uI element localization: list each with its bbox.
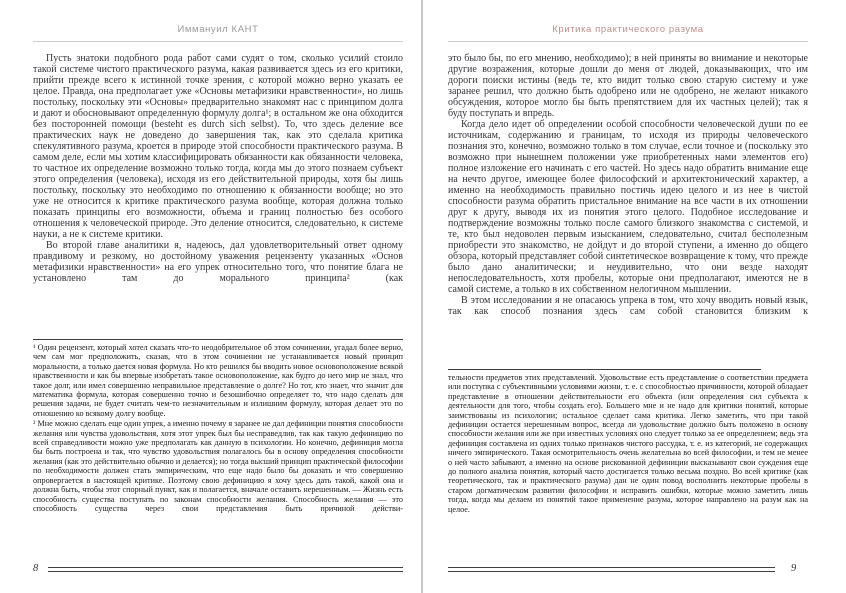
page-left-content [33, 0, 403, 593]
page-divider [421, 0, 423, 593]
page-left [0, 0, 421, 593]
footer-rule [48, 567, 403, 572]
page-number: 8 [33, 563, 39, 574]
footnote-separator [448, 369, 761, 370]
page-right [424, 0, 846, 593]
header-rule [33, 41, 403, 42]
footnote: ² Мне можно сделать еще один упрек, а именно почему я заранее не дал дефиниции понятия способности желания или чувства удовольствия, хотя этот упрек был бы несправедлив, так как такую дефиницию по всей справедливости можно уже предполагать как данную в психологии. Но конечно, дефиниция могла бы быть построена и так, что чувство удовольствия полагалось бы в основу определения способности желания (как это действительно обычно и делается); но тогда высший принцип практической философии по необходимости должен стать эмпирическим, что еще надо было бы доказать и что совершенно опровергается в настоящей критике. Поэтому свою дефиницию я хочу здесь дать такой, какой она и должна быть, чтобы этот спорный пункт, как и полагается, вначале оставить нерешенным. — Жизнь есть способность существа поступать по законам способности желания. Способность желания — это способность существа через свои представления быть причиной действи- [33, 419, 403, 513]
footnotes-block [448, 369, 808, 515]
header-rule [448, 41, 808, 42]
page-footer [448, 564, 808, 574]
footnote-continuation: тельности предметов этих представлений. Удовольствие есть представление о соответствии предмета или поступка с субъективными условиями жизни, т. е. с способностью причинности, которой обладает представление в отношении действительности его объекта (или определения сил субъекта к деятельности для того, чтобы создать его). Большего мне и не надо для критики понятий, которые заимствованы из психологии; остальное сделает сама критика. Легко заметить, что при такой дефиниции остается нерешенным вопрос, всегда ли удовольствие должно быть положено в основу способности желания или же при известных условиях оно следует только за ее определением; ведь эта дефиниция составлена из одних только признаков чистого рассудка, т. е. из категорий, не содержащих ничего эмпирического. Такая осмотрительность очень желательна во всей философии, и тем не менее о ней часто забывают, а именно на основе рискованной дефиниции высказывают свои суждения еще до полного анализа понятия, который часто достигается только весьма поздно. Во всей критике (как теоретического, так и практического разума) дан не один повод восполнить некоторые пробелы в старом догматическом развитии философии и исправить ошибки, которые можно заметить лишь тогда, когда мы делаем из понятий такое применение разума, которое направлено на разум как на целое. [448, 373, 808, 514]
footer-rule [448, 567, 775, 572]
paragraph: Пусть знатоки подобного рода работ сами судят о том, сколько усилий стоило такой системе чистого практического разума, какая развивается здесь из его критики, прийти прежде всего к истинной точке зрения, с которой можно верно указать ее целое. Правда, она предполагает уже «Основы метафизики нравственности», но лишь постольку, поскольку эти «Основы» предварительно знакомят нас с принципом долга и дают и обосновывают определенную формулу долга¹; в остальном же она обходится без посторонней помощи (besteht es durch sich selbst). То, что здесь деление все практических наук не доведено до завершения так, как это сделала критика спекулятивного разума, кроется в природе этой способности практического разума. В самом деле, если мы хотим классифицировать обязанности как обязанности человека, то частное их определение возможно только тогда, когда мы до этого познаем субъект этого определения (человека), исходя из его действительной природы, хотя бы лишь постольку, поскольку это необходимо по отношению к обязанности вообще; но это уже не относится к критике практического разума вообще, которая должна только показать принципы его возможности, объема и границ полностью без особого отношения к человеческой природе. Это деление относится, следовательно, к системе науки, а не к системе критики. [33, 53, 403, 240]
body-text [33, 53, 403, 284]
footnotes-block [33, 339, 403, 514]
footnote: ¹ Один рецензент, который хотел сказать что-то неодобрительное об этом сочинении, угадал более верно, чем сам мог предположить, сказав, что в этом сочинении не устанавливается новый принцип моральности, а только дается новая формула. Но кто решился бы вводить новое основоположение всякой нравственности и как бы впервые изобретать такое основоположение, как будто до него мир не знал, что такое долг, или имел совершенно неправильное представление о долге? Но тот, кто знает, что значит для математика формула, которая совершенно точно и безошибочно определяет то, что надо сделать для решения задачи, не будет считать чем-то незначительным и излишним формулу, которая делает это по отношению ко всякому долгу вообще. [33, 343, 403, 418]
paragraph: это было бы, по его мнению, необходимо); в ней приняты во внимание и некоторые другие возражения, которые дошли до меня от людей, доказывающих, что им дороги поиски истины (ведь те, кто видит только свою старую систему и уже заранее решил, что должно быть одобрено или не одобрено, не желают никакого обсуждения, которое могло бы быть препятствием для их частных целей); так я буду поступать и впредь. [448, 53, 808, 119]
paragraph: Во второй главе аналитики я, надеюсь, дал удовлетворительный ответ одному правдивому и резкому, но достойному уважения рецензенту указанных «Основ метафизики нравственности» на его упрек относительно того, что понятие блага не установлено там до морального принципа² (как [33, 240, 403, 284]
running-head-author: Иммануил КАНТ [177, 24, 259, 35]
paragraph: Когда дело идет об определении особой способности человеческой души по ее источникам, содержанию и границам, то исходя из природы человеческого познания это, конечно, возможно только в том случае, если точное и (поскольку это возможно при нынешнем положении уже приобретенных нами элементов его) полное изложение его начинать с его частей. Но здесь надо обратить внимание еще на нечто другое, имеющее более философский и архитектонический характер, а именно на необходимость правильно постичь идею целого и из нее в чистой способности разума обратить пристальное внимание на все части в их отношении друг к другу, выводя их из понятия этого целого. Подобное исследование и подтверждение возможны только после самого близкого знакомства с системой, и те, кто был недоволен первым изысканием, следовательно, считал бесполезным приобрести это знакомство, не дойдут и до второй ступени, а именно до общего обзора, который представляет собой синтетическое возвращение к тому, что прежде было дано аналитически; и неудивительно, что они везде находят непоследовательность, хотя пробелы, которые они предполагают, имеются не в самой системе, а только в их собственном нелогичном мышлении. [448, 119, 808, 295]
page-number: 9 [791, 563, 797, 574]
running-head-title: Критика практического разума [552, 24, 704, 35]
body-text [448, 53, 808, 317]
page-right-content [448, 0, 808, 593]
page-footer [33, 564, 403, 574]
paragraph: В этом исследовании я не опасаюсь упрека в том, что хочу вводить новый язык, так как способ познания здесь сам собой становится близким к [448, 295, 808, 317]
footnote-separator [33, 339, 403, 340]
